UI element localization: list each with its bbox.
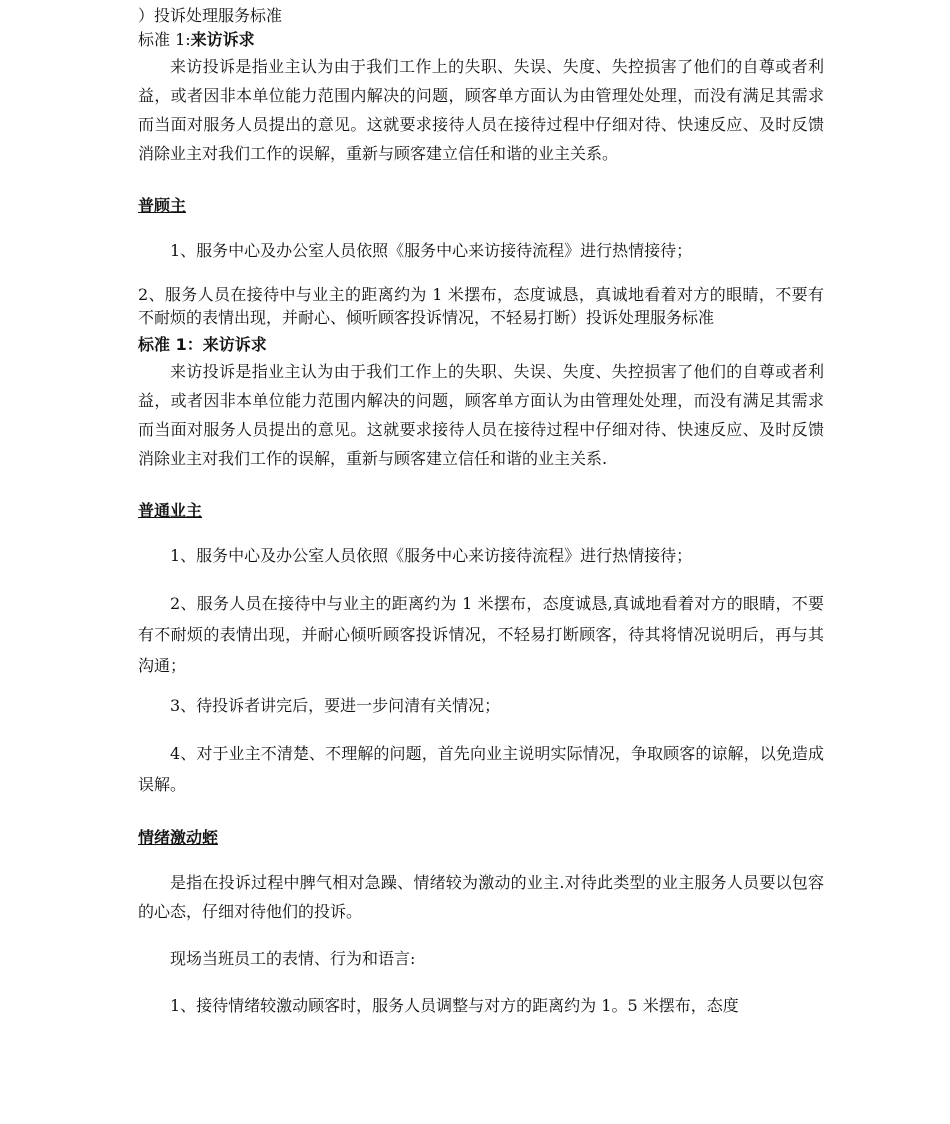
paragraph-onsite: 现场当班员工的表情、行为和语言: [170, 949, 416, 968]
heading-common-owner-short: 普顾主 [138, 196, 187, 215]
list-item-3-b: 3、待投诉者讲完后，要进一步问清有关情况； [170, 696, 501, 715]
document-page [138, 4, 824, 1020]
standard-label-repeat: 标准 1： [138, 335, 203, 354]
list-item-1-c: 1、接待情绪较激动顾客时，服务人员调整与对方的距离约为 1。5 米摆布，态度 [170, 996, 739, 1015]
heading-common-owner: 普通业主 [138, 501, 203, 520]
list-item-1: 1、服务中心及办公室人员依照《服务中心来访接待流程》进行热情接待； [170, 241, 693, 260]
heading-emotional-owner: 情绪激动蛭 [138, 828, 219, 847]
list-item-2-b: 2、服务人员在接待中与业主的距离约为 1 米摆布，态度诚恳,真诚地看着对方的眼睛，不要有不耐烦的表情出现，并耐心倾听顾客投诉情况，不轻易打断顾客，待其将情况说明后，再与其沟通； [138, 594, 824, 675]
section-title: ）投诉处理服务标准 [138, 6, 283, 25]
paragraph-definition-repeat: 来访投诉是指业主认为由于我们工作上的失职、失误、失度、失控损害了他们的自尊或者利益，或者因非本单位能力范围内解决的问题，顾客单方面认为由管理处处理，而没有满足其需求而当面对服务人员提出的意见。这就要求接待人员在接待过程中仔细对待、快速反应、及时反馈消除业主对我们工作的误解，重新与顾客建立信任和谐的业主关系. [138, 362, 824, 468]
standard-heading [138, 28, 824, 52]
list-item-4-b: 4、对于业主不清楚、不理解的问题，首先向业主说明实际情况，争取顾客的谅解，以免造成误解。 [138, 744, 824, 794]
list-item-2-merged: 2、服务人员在接待中与业主的距离约为 1 米摆布，态度诚恳，真诚地看着对方的眼睛，不要有不耐烦的表情出现，并耐心、倾听顾客投诉情况，不轻易打断）投诉处理服务标准 [138, 285, 824, 327]
standard-title-repeat: 来访诉求 [202, 335, 267, 354]
standard-title: 来访诉求 [190, 30, 255, 49]
paragraph-definition: 来访投诉是指业主认为由于我们工作上的失职、失误、失度、失控损害了他们的自尊或者利益，或者因非本单位能力范围内解决的问题，顾客单方面认为由管理处处理，而没有满足其需求而当面对服务人员提出的意见。这就要求接待人员在接待过程中仔细对待、快速反应、及时反馈消除业主对我们工作的误解，重新与顾客建立信任和谐的业主关系。 [138, 57, 824, 163]
list-item-1-b: 1、服务中心及办公室人员依照《服务中心来访接待流程》进行热情接待； [170, 546, 693, 565]
standard-label: 标准 1: [138, 30, 191, 49]
paragraph-emotional: 是指在投诉过程中脾气相对急躁、情绪较为激动的业主.对待此类型的业主服务人员要以包容的心态，仔细对待他们的投诉。 [138, 873, 824, 921]
standard-heading-repeat [138, 333, 824, 357]
